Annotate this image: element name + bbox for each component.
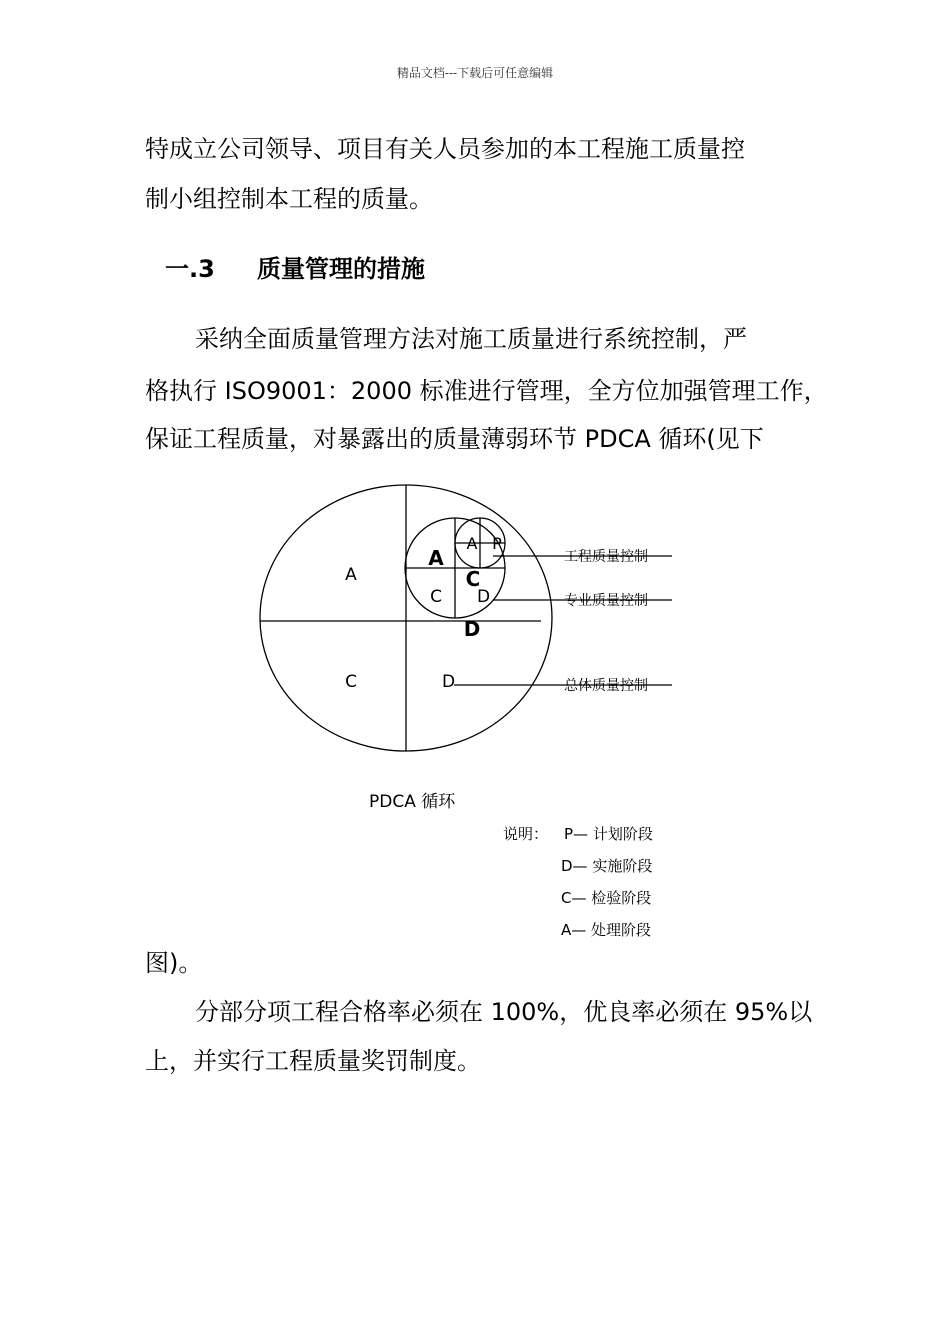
diagram-caption: PDCA 循环 — [369, 792, 456, 812]
professional-d-bold-label: D — [463, 617, 481, 641]
engineering-a-label: A — [466, 534, 478, 553]
overall-a-label: A — [345, 565, 357, 585]
legend-title: 说明： — [503, 825, 549, 843]
professional-quality-label: 专业质量控制 — [564, 593, 648, 609]
paragraph-2-line-2: 格执行 ISO9001：2000 标准进行管理，全方位加强管理工作， — [145, 377, 828, 405]
paragraph-2-line-3: 保证工程质量，对暴露出的质量薄弱环节 PDCA 循环(见下 — [145, 425, 764, 453]
section-title: 质量管理的措施 — [257, 255, 425, 283]
legend-a: A— 处理阶段 — [561, 921, 652, 939]
engineering-c-label: C — [465, 567, 481, 591]
legend-c: C— 检验阶段 — [561, 889, 652, 907]
legend-d: D— 实施阶段 — [561, 857, 653, 875]
engineering-quality-label: 工程质量控制 — [564, 549, 648, 565]
professional-d-label: D — [477, 587, 491, 607]
overall-d-label: D — [442, 672, 456, 692]
professional-c-label: C — [430, 587, 442, 607]
paragraph-3-line-1: 分部分项工程合格率必须在 100%，优良率必须在 95%以 — [195, 998, 813, 1026]
paragraph-2-line-4: 图)。 — [145, 949, 203, 977]
legend-p: P— 计划阶段 — [564, 825, 653, 843]
paragraph-3-line-2: 上，并实行工程质量奖罚制度。 — [145, 1047, 481, 1075]
engineering-p-label: P — [492, 534, 502, 553]
paragraph-1-line-2: 制小组控制本工程的质量。 — [145, 185, 433, 213]
page-header: 精品文档---下载后可任意编辑 — [396, 66, 554, 80]
professional-a-label: A — [428, 546, 444, 570]
paragraph-2-line-1: 采纳全面质量管理方法对施工质量进行系统控制，严 — [195, 325, 747, 353]
overall-c-label: C — [345, 672, 357, 692]
paragraph-1-line-1: 特成立公司领导、项目有关人员参加的本工程施工质量控 — [145, 135, 745, 163]
section-number: 一.3 — [165, 255, 215, 283]
overall-quality-label: 总体质量控制 — [564, 678, 648, 694]
